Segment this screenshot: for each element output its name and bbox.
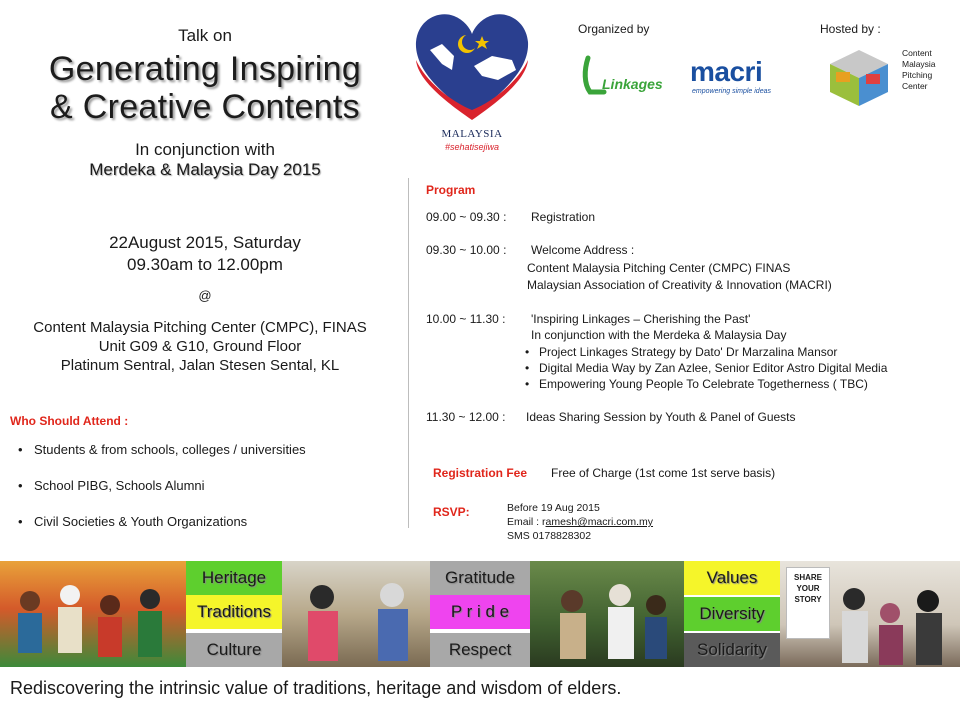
value-respect: Respect [430, 633, 530, 667]
cmpc-text-line: Content [902, 48, 932, 58]
rsvp-details [507, 501, 653, 543]
value-pride: P r i d e [430, 595, 530, 629]
banner-line: YOUR [796, 584, 820, 593]
value-diversity: Diversity [684, 597, 780, 631]
footer-caption: Rediscovering the intrinsic value of traditions, heritage and wisdom of elders. [10, 678, 622, 698]
malaysia-logo [412, 10, 532, 160]
at-symbol: @ [198, 288, 212, 303]
people-icon [282, 561, 430, 667]
people-icon [0, 561, 186, 667]
macri-logo-text: macri [690, 56, 763, 87]
rsvp-email-link[interactable]: amesh@macri.com.my [545, 516, 654, 528]
program-bullet: • Empowering Young People To Celebrate Togetherness ( TBC) [539, 377, 868, 391]
program-item: Content Malaysia Pitching Center (CMPC) FINAS [527, 261, 791, 275]
list-item: • Civil Societies & Youth Organizations [18, 514, 306, 550]
rsvp-label: RSVP: [433, 505, 470, 519]
program-item: Malaysian Association of Creativity & Innovation (MACRI) [527, 278, 832, 292]
program-item: Registration [531, 210, 596, 224]
program-bullet: • Project Linkages Strategy by Dato' Dr Marzalina Mansor [539, 345, 837, 359]
cmpc-logo [826, 46, 892, 108]
malaysia-logo-text: MALAYSIA [441, 128, 503, 140]
cmpc-cube-icon [826, 46, 892, 108]
value-culture: Culture [186, 633, 282, 667]
registration-fee-label: Registration Fee [433, 466, 528, 480]
list-item: • School PIBG, Schools Alumni [18, 478, 306, 514]
program-time: 09.30 ~ 10.00 : [426, 243, 507, 257]
rsvp-sms: SMS 0178828302 [507, 530, 592, 542]
program-time: 09.00 ~ 09.30 : [426, 210, 507, 224]
people-icon [530, 561, 684, 667]
program-item: Welcome Address : [531, 243, 635, 257]
value-traditions: Traditions [186, 595, 282, 629]
who-should-attend-title: Who Should Attend : [10, 414, 129, 428]
macri-tagline: empowering simple ideas [692, 88, 771, 95]
photo-group-activity [0, 561, 186, 667]
program-bullet: • Digital Media Way by Zan Azlee, Senior Editor Astro Digital Media [539, 361, 887, 375]
value-gratitude: Gratitude [430, 561, 530, 595]
value-heritage: Heritage [186, 561, 282, 595]
photo-share-your-story [780, 561, 960, 667]
program-item: Ideas Sharing Session by Youth & Panel of Guests [526, 410, 796, 424]
headline-line-1: Generating Inspiring [48, 50, 362, 88]
photo-elders-talk [282, 561, 430, 667]
photo-values-strip [0, 561, 960, 667]
talk-on-label: Talk on [178, 26, 232, 45]
banner-line: SHARE [793, 573, 822, 582]
hosted-by-label: Hosted by : [820, 22, 881, 36]
cmpc-text-line: Malaysia [902, 59, 936, 69]
event-headline [0, 50, 410, 126]
event-datetime [30, 232, 380, 276]
linkages-logo [580, 50, 680, 100]
conjunction-label: In conjunction with [135, 140, 275, 159]
headline-line-2: & Creative Contents [50, 88, 360, 126]
email-label: Email : r [507, 516, 546, 528]
cmpc-text-line: Pitching [902, 70, 933, 80]
venue-line: Platinum Sentral, Jalan Stesen Sental, KL [60, 357, 340, 374]
cmpc-text-line: Center [902, 81, 928, 91]
people-icon [780, 561, 960, 667]
event-date: 22August 2015, Saturday [109, 233, 301, 252]
program-item: 'Inspiring Linkages – Cherishing the Past' [531, 312, 751, 326]
venue-line: Content Malaysia Pitching Center (CMPC), FINAS [33, 319, 367, 336]
linkages-mark-icon [580, 50, 680, 100]
banner-line: STORY [794, 595, 822, 604]
linkages-logo-text: Linkages [602, 76, 663, 92]
macri-logo [688, 54, 798, 98]
venue-line: Unit G09 & G10, Ground Floor [98, 338, 302, 355]
cmpc-logo-text [902, 48, 960, 92]
who-should-attend-list [18, 442, 306, 550]
event-time: 09.30am to 12.00pm [127, 255, 283, 274]
event-occasion: Merdeka & Malaysia Day 2015 [89, 160, 321, 179]
program-title: Program [426, 183, 476, 197]
registration-fee-value: Free of Charge (1st come 1st serve basis) [551, 466, 776, 480]
rsvp-deadline: Before 19 Aug 2015 [507, 502, 600, 514]
rsvp-email-row [507, 515, 653, 529]
organized-by-label: Organized by [578, 22, 650, 36]
value-values: Values [684, 561, 780, 595]
value-solidarity: Solidarity [684, 633, 780, 667]
program-time: 11.30 ~ 12.00 : [426, 410, 506, 424]
column-divider [408, 178, 409, 528]
malaysia-logo-tag: #sehatisejiwa [444, 142, 500, 152]
venue-address [0, 318, 400, 375]
program-item: In conjunction with the Merdeka & Malaysia Day [531, 328, 787, 342]
photo-outdoor-elders [530, 561, 684, 667]
program-time: 10.00 ~ 11.30 : [426, 312, 506, 326]
list-item: • Students & from schools, colleges / universities [18, 442, 306, 478]
